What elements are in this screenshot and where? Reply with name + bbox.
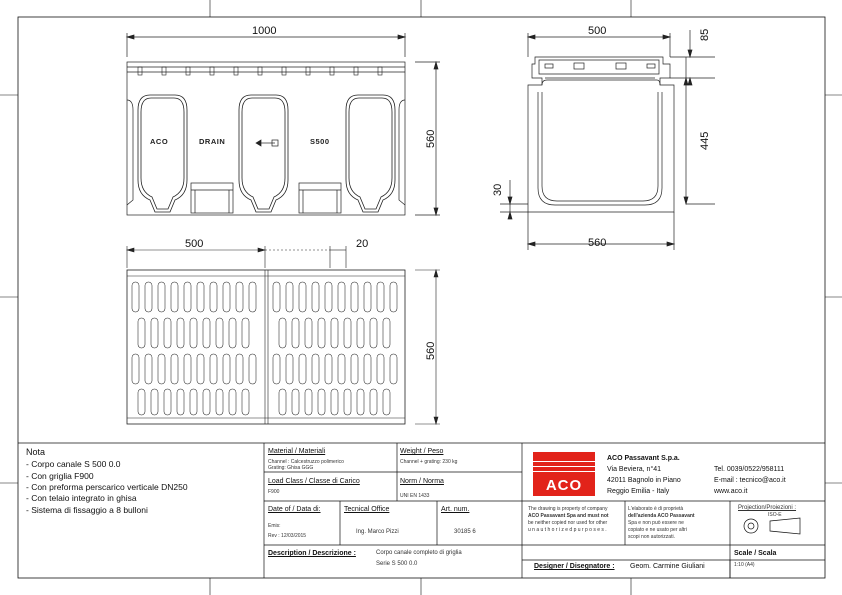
aco-logo (533, 452, 595, 496)
disclaimer-it: dell'azienda ACO Passavant (628, 513, 695, 519)
art-value: 30185 6 (454, 529, 476, 535)
projection-value: ISO-E (768, 512, 782, 518)
office-label: Tecnical Office (344, 506, 390, 513)
note-item: - Corpo canale S 500 0.0 (26, 459, 121, 469)
date-label: Date of / Data di: (268, 506, 321, 513)
company-tel: Tel. 0039/0522/958111 (714, 466, 785, 473)
dim-side-inner-height: 445 (699, 131, 711, 150)
art-label: Art. num. (441, 506, 470, 513)
material-label: Material / Materiali (268, 448, 326, 455)
designer-value: Geom. Carmine Giuliani (630, 563, 705, 570)
date-emis: Emis: (268, 523, 281, 529)
disclaimer-en: be neither copied nor used for other (528, 520, 608, 526)
office-value: Ing. Marco Pizzi (356, 529, 399, 535)
grate-view (127, 246, 440, 424)
weight-value: Channel + grating: 230 kg (400, 459, 458, 465)
body-label-type: DRAIN (199, 137, 226, 146)
company-city: 42011 Bagnolo in Piano (607, 477, 681, 484)
disclaimer-it: scopi non autorizzati. (628, 534, 675, 540)
description-line: Serie S 500 0.0 (376, 561, 418, 567)
description-line: Corpo canale completo di griglia (376, 550, 462, 556)
disclaimer-it: copiato e ne usato per altri (628, 527, 687, 533)
dim-grate-height: 560 (425, 341, 437, 360)
company-name: ACO Passavant S.p.a. (607, 455, 680, 462)
note-item: - Con telaio integrato in ghisa (26, 493, 137, 503)
dim-side-top-height: 85 (699, 28, 711, 41)
body-label-series: S500 (310, 137, 330, 146)
dim-side-bottom-width: 560 (588, 237, 607, 249)
note-item: - Con preforma perscarico verticale DN250 (26, 482, 188, 492)
logo-text: ACO (545, 477, 583, 494)
load-class-label: Load Class / Classe di Carico (268, 478, 360, 485)
disclaimer-en: ACO Passavant Spa and must not (528, 513, 609, 519)
material-line: Grating: Ghisa GGG (268, 465, 314, 471)
dim-side-width: 500 (588, 25, 607, 37)
description-label: Description / Descrizione : (268, 550, 356, 557)
dim-grate-half-width: 500 (185, 238, 204, 250)
company-region: Reggio Emilia - Italy (607, 488, 670, 495)
dim-side-bottom-height: 30 (492, 183, 504, 196)
disclaimer-it: Spa e non può essere ne (628, 520, 684, 526)
front-view (127, 33, 440, 215)
norm-value: UNI EN 1433 (400, 493, 430, 499)
side-view (500, 30, 715, 250)
designer-label: Designer / Disegnatore : (534, 563, 615, 570)
date-rev: Rev : 12/03/2015 (268, 533, 307, 539)
projection-label: Projection/Proiezioni : (738, 505, 797, 511)
dim-grate-gap: 20 (356, 238, 369, 250)
disclaimer-it: L'elaborato è di proprietà (628, 506, 684, 512)
norm-label: Norm / Norma (400, 478, 444, 485)
load-class-value: F900 (268, 489, 280, 495)
disclaimer-en: u n a u t h o r i z e d p u r p o s e s . (528, 527, 607, 533)
company-street: Via Beviera, n°41 (607, 466, 662, 473)
disclaimer-en: The drawing is property of company (528, 506, 608, 512)
company-email: E-mail : tecnico@aco.it (714, 477, 786, 484)
scale-label: Scale / Scala (734, 550, 777, 557)
company-web: www.aco.it (714, 488, 748, 495)
note-item: - Sistema di fissaggio a 8 bulloni (26, 505, 148, 515)
material-line: Channel : Calcestruzzo polimerico (268, 459, 344, 465)
notes-title: Nota (26, 447, 46, 457)
weight-label: Weight / Peso (400, 448, 444, 455)
scale-value: 1:10 (A4) (734, 562, 755, 568)
note-item: - Con griglia F900 (26, 471, 94, 481)
dim-top-width: 1000 (252, 25, 277, 37)
dim-front-height: 560 (425, 129, 437, 148)
body-label-brand: ACO (150, 137, 169, 146)
